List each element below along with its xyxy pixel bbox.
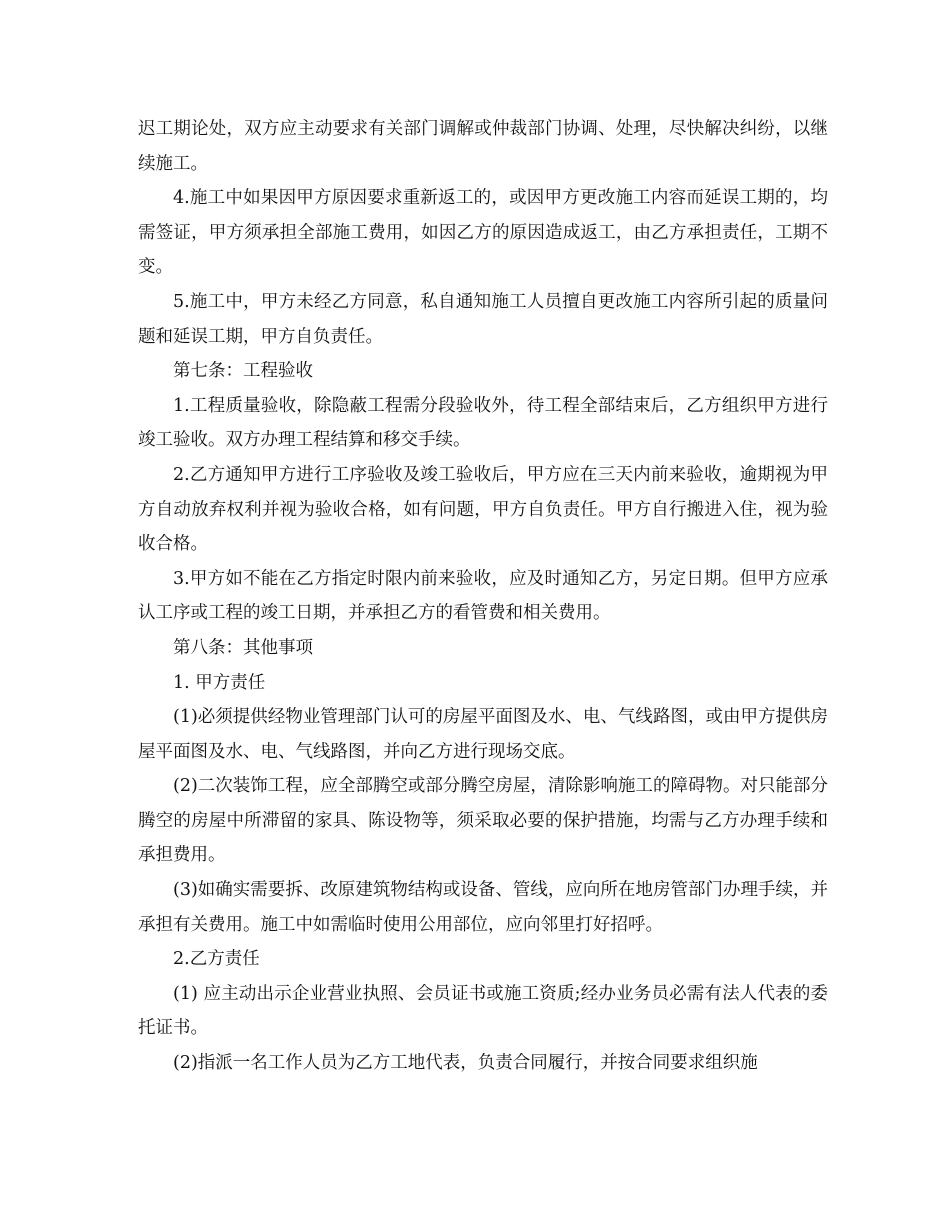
paragraph: (1) 应主动出示企业营业执照、会员证书或施工资质;经办业务员必需有法人代表的委托证书。 bbox=[138, 983, 828, 1039]
paragraph: 1.工程质量验收，除隐蔽工程需分段验收外，待工程全部结束后，乙方组织甲方进行竣工验收。双方办理工程结算和移交手续。 bbox=[138, 395, 828, 451]
paragraph: (2)指派一名工作人员为乙方工地代表，负责合同履行，并按合同要求组织施 bbox=[173, 1053, 758, 1074]
document-page bbox=[138, 112, 828, 1081]
paragraph: 3.甲方如不能在乙方指定时限内前来验收，应及时通知乙方，另定日期。但甲方应承认工序或工程的竣工日期，并承担乙方的看管费和相关费用。 bbox=[138, 568, 828, 624]
paragraph: 2.乙方通知甲方进行工序验收及竣工验收后，甲方应在三天内前来验收，逾期视为甲方自动放弃权利并视为验收合格，如有问题，甲方自负责任。甲方自行搬进入住，视为验收合格。 bbox=[138, 464, 828, 555]
section-heading: 第七条：工程验收 bbox=[173, 361, 313, 382]
subsection-heading: 1. 甲方责任 bbox=[173, 672, 266, 693]
section-heading: 第八条：其他事项 bbox=[173, 637, 313, 658]
subsection-heading: 2.乙方责任 bbox=[173, 949, 260, 970]
paragraph: 5.施工中，甲方未经乙方同意，私自通知施工人员擅自更改施工内容所引起的质量问题和延误工期，甲方自负责任。 bbox=[138, 291, 828, 347]
paragraph: (1)必须提供经物业管理部门认可的房屋平面图及水、电、气线路图，或由甲方提供房屋平面图及水、电、气线路图，并向乙方进行现场交底。 bbox=[138, 707, 828, 762]
paragraph: (3)如确实需要拆、改原建筑物结构或设备、管线，应向所在地房管部门办理手续，并承担有关费用。施工中如需临时使用公用部位，应向邻里打好招呼。 bbox=[138, 880, 828, 935]
paragraph: (2)二次装饰工程，应全部腾空或部分腾空房屋，清除影响施工的障碍物。对只能部分腾空的房屋中所滞留的家具、陈设物等，须采取必要的保护措施，均需与乙方办理手续和承担费用。 bbox=[138, 776, 828, 866]
paragraph: 迟工期论处，双方应主动要求有关部门调解或仲裁部门协调、处理，尽快解决纠纷，以继续施工。 bbox=[138, 119, 828, 174]
paragraph: 4.施工中如果因甲方原因要求重新返工的，或因甲方更改施工内容而延误工期的，均需签证，甲方须承担全部施工费用，如因乙方的原因造成返工，由乙方承担责任，工期不变。 bbox=[138, 188, 828, 278]
